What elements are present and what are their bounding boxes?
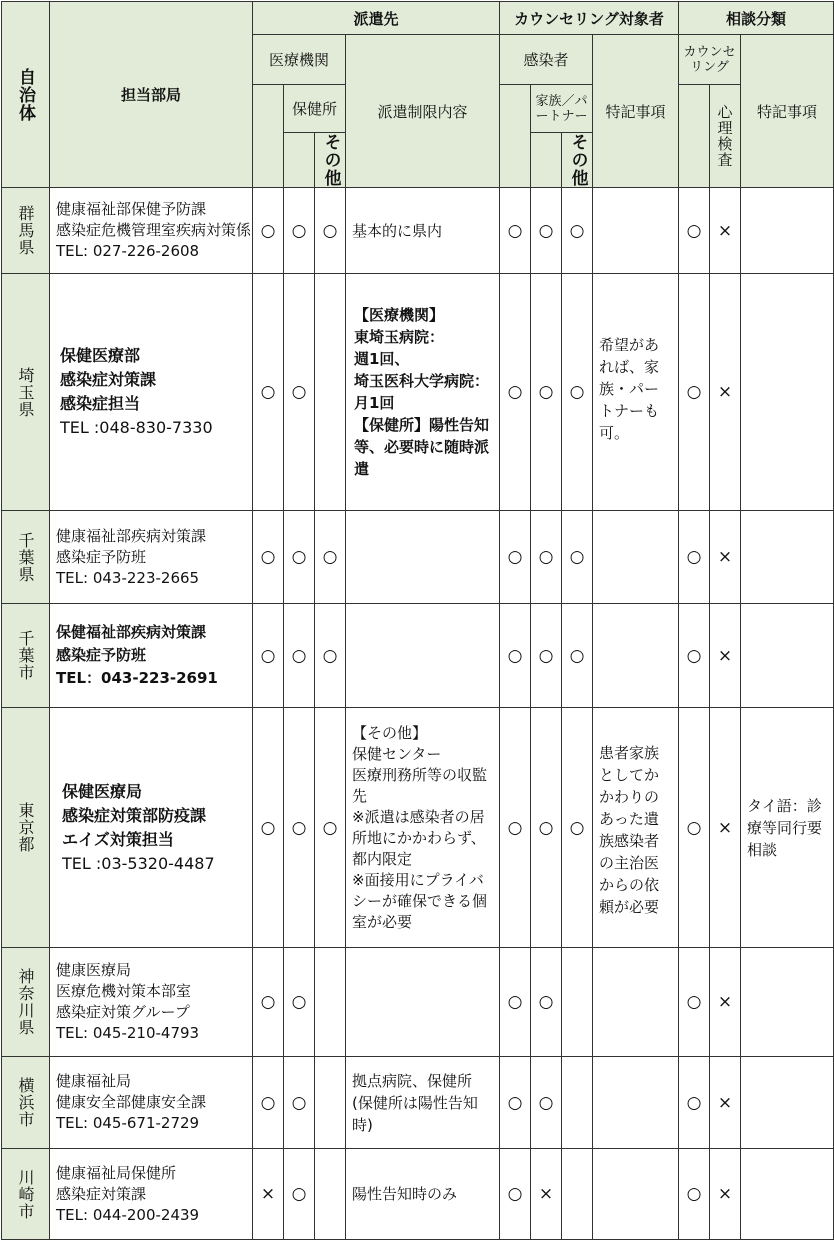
cell-health-center: ○	[284, 948, 315, 1057]
cell-infected: ○	[500, 1149, 531, 1240]
cell-other: ○	[315, 511, 346, 604]
cell-restriction: 【医療機関】 東埼玉病院： 週1回、 埼玉医科大学病院：月1回 【保健所】陽性告知等、必要時に随時派遣	[346, 274, 500, 511]
cell-psych: ×	[710, 1149, 741, 1240]
cell-restriction: 陽性告知時のみ	[346, 1149, 500, 1240]
cell-health-center: ○	[284, 1057, 315, 1149]
header-counseling-target: カウンセリング対象者	[500, 2, 679, 35]
cell-medical: ○	[253, 1057, 284, 1149]
header-consult-category: 相談分類	[679, 2, 834, 35]
cell-infected-2: ○	[531, 274, 562, 511]
table-row	[2, 511, 834, 604]
row-department: 保健医療部 感染症対策課 感染症担当 TEL :048-830-7330	[50, 274, 253, 511]
cell-medical: ○	[253, 708, 284, 948]
cell-medical: ○	[253, 948, 284, 1057]
cell-notes-2	[741, 604, 834, 708]
cell-infected-2: ○	[531, 948, 562, 1057]
row-municipality: 千葉市	[2, 604, 50, 708]
header-notes-1: 特記事項	[593, 35, 679, 188]
cell-health-center: ○	[284, 708, 315, 948]
row-municipality: 神奈川県	[2, 948, 50, 1057]
cell-other: ○	[315, 188, 346, 274]
table-row	[2, 188, 834, 274]
cell-other: ○	[315, 604, 346, 708]
cell-medical: ○	[253, 604, 284, 708]
table-row	[2, 1057, 834, 1149]
header-family-spacer	[531, 133, 562, 188]
cell-counseling: ○	[679, 511, 710, 604]
cell-counseling: ○	[679, 274, 710, 511]
cell-family: ○	[562, 274, 593, 511]
row-municipality: 横浜市	[2, 1057, 50, 1149]
header-hc-spacer	[284, 133, 315, 188]
cell-medical: ×	[253, 1149, 284, 1240]
table-row	[2, 708, 834, 948]
cell-family: ○	[562, 511, 593, 604]
header-psych: 心理検査	[710, 85, 741, 188]
cell-psych: ×	[710, 948, 741, 1057]
cell-notes-1: 患者家族としてかかわりのあった遺族感染者の主治医からの依頼が必要	[593, 708, 679, 948]
cell-infected: ○	[500, 604, 531, 708]
row-department: 保健医療局 感染症対策部防疫課 エイズ対策担当 TEL :03-5320-4487	[50, 708, 253, 948]
header-counseling-spacer	[679, 85, 710, 188]
cell-counseling: ○	[679, 1057, 710, 1149]
cell-notes-2	[741, 1149, 834, 1240]
cell-notes-2: タイ語：診療等同行要相談	[741, 708, 834, 948]
cell-counseling: ○	[679, 604, 710, 708]
cell-family: ○	[562, 188, 593, 274]
cell-restriction	[346, 604, 500, 708]
header-department: 担当部局	[50, 2, 253, 188]
header-dispatch: 派遣先	[253, 2, 500, 35]
cell-counseling: ○	[679, 1149, 710, 1240]
cell-medical: ○	[253, 274, 284, 511]
table-row	[2, 948, 834, 1057]
cell-psych: ×	[710, 511, 741, 604]
row-municipality: 埼玉県	[2, 274, 50, 511]
cell-notes-1	[593, 511, 679, 604]
header-other: その他	[315, 133, 346, 188]
cell-psych: ×	[710, 708, 741, 948]
cell-other	[315, 1149, 346, 1240]
cell-infected-2: ○	[531, 604, 562, 708]
table-row	[2, 604, 834, 708]
cell-other: ○	[315, 708, 346, 948]
cell-restriction: 拠点病院、保健所 (保健所は陽性告知時)	[346, 1057, 500, 1149]
row-department: 健康福祉部保健予防課 感染症危機管理室疾病対策係 TEL: 027-226-2608	[50, 188, 253, 274]
cell-notes-1	[593, 188, 679, 274]
cell-notes-2	[741, 948, 834, 1057]
cell-health-center: ○	[284, 1149, 315, 1240]
cell-restriction	[346, 511, 500, 604]
cell-health-center: ○	[284, 511, 315, 604]
header-counseling: カウンセリング	[679, 35, 741, 85]
cell-notes-1	[593, 1149, 679, 1240]
header-restriction: 派遣制限内容	[346, 35, 500, 188]
cell-other	[315, 948, 346, 1057]
cell-notes-1	[593, 1057, 679, 1149]
cell-family	[562, 1057, 593, 1149]
header-municipality: 自治体	[2, 2, 50, 188]
cell-infected: ○	[500, 274, 531, 511]
cell-restriction: 基本的に県内	[346, 188, 500, 274]
cell-notes-1: 希望があれば、家族・パートナーも可。	[593, 274, 679, 511]
table-row	[2, 1149, 834, 1240]
cell-infected: ○	[500, 511, 531, 604]
cell-infected: ○	[500, 708, 531, 948]
dispatch-table	[1, 1, 834, 1240]
cell-infected-2: ○	[531, 1057, 562, 1149]
row-municipality: 東京都	[2, 708, 50, 948]
cell-health-center: ○	[284, 604, 315, 708]
cell-infected-2: ○	[531, 708, 562, 948]
header-notes-2: 特記事項	[741, 35, 834, 188]
cell-psych: ×	[710, 1057, 741, 1149]
cell-restriction: 【その他】 保健センター 医療刑務所等の収監先 ※派遣は感染者の居所地にかかわらず、都内限定 ※面接用にプライバシーが確保できる個室が必要	[346, 708, 500, 948]
cell-notes-2	[741, 188, 834, 274]
header-family: 家族／パートナー	[531, 85, 593, 133]
row-municipality: 千葉県	[2, 511, 50, 604]
cell-medical: ○	[253, 511, 284, 604]
cell-other	[315, 274, 346, 511]
cell-notes-2	[741, 274, 834, 511]
cell-psych: ×	[710, 604, 741, 708]
cell-health-center: ○	[284, 188, 315, 274]
cell-medical: ○	[253, 188, 284, 274]
row-department: 健康医療局 医療危機対策本部室 感染症対策グループ TEL: 045-210-4793	[50, 948, 253, 1057]
cell-health-center: ○	[284, 274, 315, 511]
cell-restriction	[346, 948, 500, 1057]
cell-infected: ○	[500, 948, 531, 1057]
table-row	[2, 274, 834, 511]
cell-counseling: ○	[679, 188, 710, 274]
cell-counseling: ○	[679, 948, 710, 1057]
cell-counseling: ○	[679, 708, 710, 948]
header-medical: 医療機関	[253, 35, 346, 85]
header-family-other: その他	[562, 133, 593, 188]
cell-family	[562, 1149, 593, 1240]
cell-other	[315, 1057, 346, 1149]
row-municipality: 川崎市	[2, 1149, 50, 1240]
header-infected-spacer	[500, 85, 531, 188]
cell-infected: ○	[500, 188, 531, 274]
row-department: 保健福祉部疾病対策課 感染症予防班 TEL：043-223-2691	[50, 604, 253, 708]
cell-infected-2: ○	[531, 511, 562, 604]
header-infected: 感染者	[500, 35, 593, 85]
cell-infected: ○	[500, 1057, 531, 1149]
cell-family: ○	[562, 708, 593, 948]
row-department: 健康福祉部疾病対策課 感染症予防班 TEL: 043-223-2665	[50, 511, 253, 604]
cell-psych: ×	[710, 274, 741, 511]
cell-family: ○	[562, 604, 593, 708]
cell-notes-2	[741, 511, 834, 604]
header-health-center: 保健所	[284, 85, 346, 133]
row-department: 健康福祉局 健康安全部健康安全課 TEL: 045-671-2729	[50, 1057, 253, 1149]
header-medical-spacer	[253, 85, 284, 188]
cell-psych: ×	[710, 188, 741, 274]
cell-notes-1	[593, 604, 679, 708]
cell-notes-1	[593, 948, 679, 1057]
cell-infected-2: ○	[531, 188, 562, 274]
cell-notes-2	[741, 1057, 834, 1149]
cell-infected-2: ×	[531, 1149, 562, 1240]
cell-family	[562, 948, 593, 1057]
row-municipality: 群馬県	[2, 188, 50, 274]
row-department: 健康福祉局保健所 感染症対策課 TEL: 044-200-2439	[50, 1149, 253, 1240]
